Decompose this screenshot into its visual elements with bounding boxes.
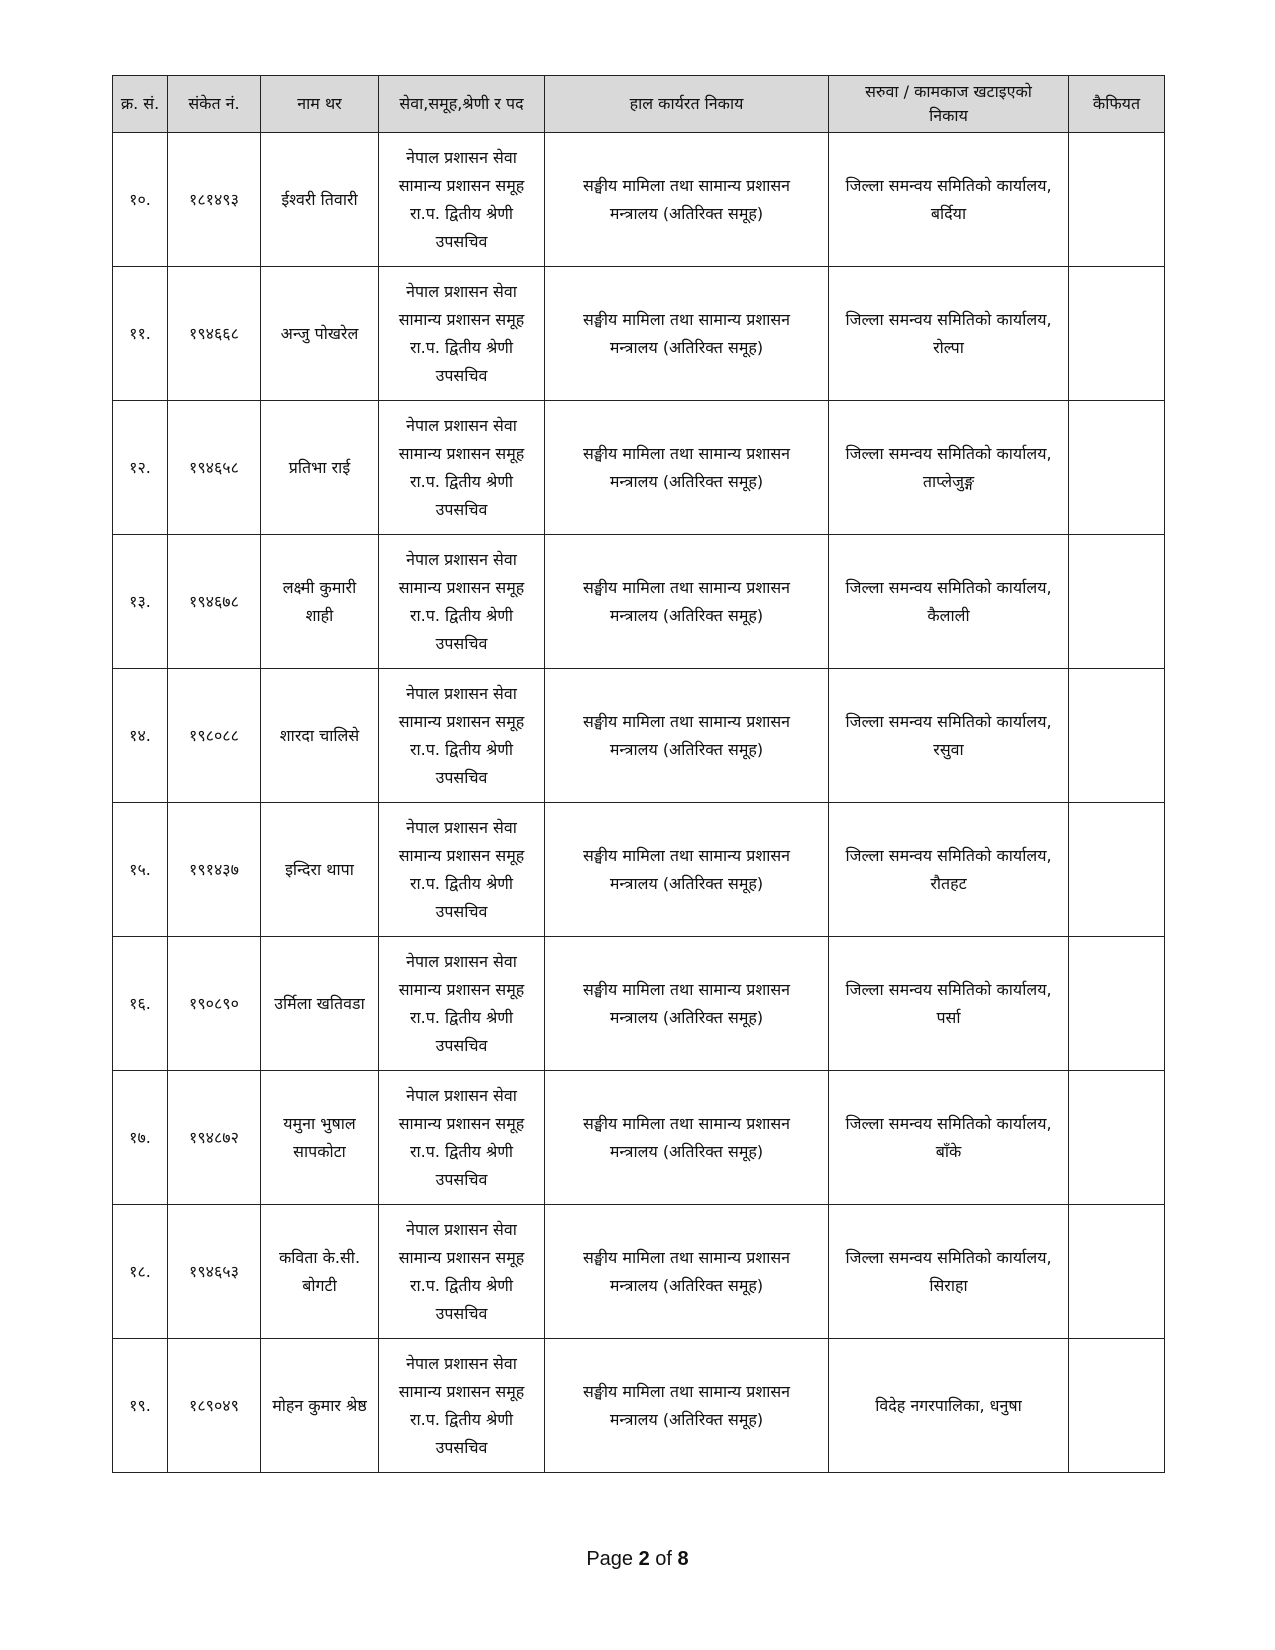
cell-transfer-office	[829, 401, 1069, 535]
cell-transfer-office-line: रोल्पा	[933, 337, 964, 357]
cell-service-line: उपसचिव	[435, 633, 488, 653]
cell-service-line: रा.प. द्वितीय श्रेणी	[409, 337, 514, 357]
cell-remarks	[1069, 803, 1165, 937]
cell-current-office	[545, 669, 829, 803]
cell-transfer-office-line: जिल्ला समन्वय समितिको कार्यालय,	[845, 175, 1052, 195]
cell-code-number: १९४६६८	[168, 267, 261, 401]
cell-transfer-office-line: जिल्ला समन्वय समितिको कार्यालय,	[845, 845, 1052, 865]
cell-current-office-line: मन्त्रालय (अतिरिक्त समूह)	[609, 1409, 764, 1429]
cell-remarks	[1069, 1071, 1165, 1205]
table-row	[113, 1205, 1165, 1339]
cell-service	[379, 1071, 545, 1205]
cell-service-line: सामान्य प्रशासन समूह	[398, 845, 525, 865]
transfer-table	[112, 75, 1165, 1473]
cell-service-line: नेपाल प्रशासन सेवा	[406, 281, 517, 301]
cell-name-line: ईश्वरी तिवारी	[281, 189, 358, 209]
cell-code-number: १८९०४९	[168, 1339, 261, 1473]
cell-transfer-office	[829, 1205, 1069, 1339]
cell-service	[379, 133, 545, 267]
cell-serial-number: १४.	[113, 669, 168, 803]
cell-name	[261, 1071, 379, 1205]
cell-transfer-office	[829, 937, 1069, 1071]
cell-current-office	[545, 401, 829, 535]
cell-current-office-line: मन्त्रालय (अतिरिक्त समूह)	[609, 471, 764, 491]
cell-code-number: १९१४३७	[168, 803, 261, 937]
cell-service-line: उपसचिव	[435, 1035, 488, 1055]
cell-transfer-office-line: जिल्ला समन्वय समितिको कार्यालय,	[845, 443, 1052, 463]
cell-current-office-line: मन्त्रालय (अतिरिक्त समूह)	[609, 203, 764, 223]
cell-service	[379, 267, 545, 401]
cell-current-office	[545, 937, 829, 1071]
cell-transfer-office-line: रसुवा	[933, 739, 964, 759]
cell-name-line: लक्ष्मी कुमारी	[282, 577, 357, 597]
cell-transfer-office	[829, 267, 1069, 401]
cell-serial-number: १६.	[113, 937, 168, 1071]
cell-service-line: रा.प. द्वितीय श्रेणी	[409, 471, 514, 491]
cell-service-line: सामान्य प्रशासन समूह	[398, 309, 525, 329]
cell-transfer-office	[829, 1071, 1069, 1205]
cell-service-line: नेपाल प्रशासन सेवा	[406, 683, 517, 703]
cell-service-line: रा.प. द्वितीय श्रेणी	[409, 739, 514, 759]
cell-transfer-office-line: कैलाली	[927, 605, 970, 625]
cell-name	[261, 133, 379, 267]
cell-service-line: रा.प. द्वितीय श्रेणी	[409, 1409, 514, 1429]
cell-service	[379, 803, 545, 937]
table-row	[113, 1339, 1165, 1473]
cell-remarks	[1069, 937, 1165, 1071]
table-row	[113, 803, 1165, 937]
cell-current-office-line: सङ्घीय मामिला तथा सामान्य प्रशासन	[582, 309, 791, 329]
cell-service-line: सामान्य प्रशासन समूह	[398, 1381, 525, 1401]
cell-transfer-office-line: जिल्ला समन्वय समितिको कार्यालय,	[845, 1247, 1052, 1267]
cell-code-number: १८१४९३	[168, 133, 261, 267]
cell-service	[379, 1205, 545, 1339]
cell-name-line: शारदा चालिसे	[279, 725, 360, 745]
cell-service	[379, 1339, 545, 1473]
cell-current-office	[545, 133, 829, 267]
cell-serial-number: ११.	[113, 267, 168, 401]
cell-remarks	[1069, 1205, 1165, 1339]
cell-serial-number: १८.	[113, 1205, 168, 1339]
cell-service-line: रा.प. द्वितीय श्रेणी	[409, 1007, 514, 1027]
cell-name	[261, 535, 379, 669]
cell-remarks	[1069, 401, 1165, 535]
cell-service	[379, 535, 545, 669]
header-transfer-office-line1: सरुवा / कामकाज खटाइएको	[865, 82, 1032, 101]
cell-name-line: मोहन कुमार श्रेष्ठ	[272, 1395, 367, 1415]
cell-service-line: उपसचिव	[435, 1303, 488, 1323]
cell-remarks	[1069, 1339, 1165, 1473]
cell-name	[261, 803, 379, 937]
header-code-number: संकेत नं.	[168, 76, 261, 133]
table-header-row	[113, 76, 1165, 133]
cell-transfer-office-line: बर्दिया	[930, 203, 967, 223]
cell-current-office-line: मन्त्रालय (अतिरिक्त समूह)	[609, 873, 764, 893]
table-row	[113, 133, 1165, 267]
cell-service-line: उपसचिव	[435, 1437, 488, 1457]
cell-code-number: १९८०८८	[168, 669, 261, 803]
cell-current-office-line: सङ्घीय मामिला तथा सामान्य प्रशासन	[582, 1381, 791, 1401]
cell-name-line: इन्दिरा थापा	[285, 859, 354, 879]
cell-service-line: उपसचिव	[435, 499, 488, 519]
cell-service-line: नेपाल प्रशासन सेवा	[406, 147, 517, 167]
page-word: Page	[586, 1548, 634, 1570]
cell-service-line: सामान्य प्रशासन समूह	[398, 979, 525, 999]
cell-transfer-office	[829, 133, 1069, 267]
cell-transfer-office	[829, 669, 1069, 803]
table-row	[113, 937, 1165, 1071]
cell-current-office-line: सङ्घीय मामिला तथा सामान्य प्रशासन	[582, 979, 791, 999]
cell-name-line: बोगटी	[302, 1275, 337, 1295]
cell-service-line: रा.प. द्वितीय श्रेणी	[409, 605, 514, 625]
cell-service-line: नेपाल प्रशासन सेवा	[406, 951, 517, 971]
of-word: of	[655, 1548, 672, 1570]
cell-service-line: रा.प. द्वितीय श्रेणी	[409, 873, 514, 893]
cell-transfer-office-line: जिल्ला समन्वय समितिको कार्यालय,	[845, 979, 1052, 999]
cell-service-line: सामान्य प्रशासन समूह	[398, 711, 525, 731]
cell-name	[261, 937, 379, 1071]
cell-service-line: नेपाल प्रशासन सेवा	[406, 817, 517, 837]
cell-code-number: १९४६७८	[168, 535, 261, 669]
cell-name	[261, 1339, 379, 1473]
cell-service-line: उपसचिव	[435, 365, 488, 385]
cell-name-line: अन्जु पोखरेल	[280, 323, 359, 343]
cell-transfer-office-line: जिल्ला समन्वय समितिको कार्यालय,	[845, 309, 1052, 329]
cell-name	[261, 669, 379, 803]
cell-name-line: सापकोटा	[293, 1141, 346, 1161]
header-service-group-class-post: सेवा,समूह,श्रेणी र पद	[379, 76, 545, 133]
cell-current-office	[545, 803, 829, 937]
cell-current-office-line: मन्त्रालय (अतिरिक्त समूह)	[609, 605, 764, 625]
cell-service-line: नेपाल प्रशासन सेवा	[406, 415, 517, 435]
cell-remarks	[1069, 133, 1165, 267]
cell-transfer-office	[829, 803, 1069, 937]
cell-transfer-office-line: विदेह नगरपालिका, धनुषा	[875, 1395, 1022, 1415]
cell-service-line: सामान्य प्रशासन समूह	[398, 1247, 525, 1267]
cell-service-line: सामान्य प्रशासन समूह	[398, 577, 525, 597]
cell-code-number: १९०८९०	[168, 937, 261, 1071]
cell-service-line: रा.प. द्वितीय श्रेणी	[409, 1275, 514, 1295]
cell-service-line: उपसचिव	[435, 1169, 488, 1189]
cell-name-line: कविता के.सी.	[278, 1247, 361, 1267]
cell-service-line: सामान्य प्रशासन समूह	[398, 1113, 525, 1133]
cell-remarks	[1069, 669, 1165, 803]
cell-serial-number: १०.	[113, 133, 168, 267]
cell-service-line: उपसचिव	[435, 901, 488, 921]
cell-service	[379, 401, 545, 535]
cell-current-office-line: मन्त्रालय (अतिरिक्त समूह)	[609, 1275, 764, 1295]
page-total-number: 8	[677, 1548, 689, 1570]
table-row	[113, 267, 1165, 401]
cell-name	[261, 1205, 379, 1339]
cell-name	[261, 267, 379, 401]
cell-service-line: नेपाल प्रशासन सेवा	[406, 1353, 517, 1373]
cell-name	[261, 401, 379, 535]
cell-service-line: नेपाल प्रशासन सेवा	[406, 549, 517, 569]
cell-transfer-office-line: बाँके	[935, 1141, 962, 1161]
header-transfer-office	[829, 76, 1069, 133]
cell-service-line: रा.प. द्वितीय श्रेणी	[409, 1141, 514, 1161]
cell-name-line: उर्मिला खतिवडा	[274, 993, 365, 1013]
cell-service-line: रा.प. द्वितीय श्रेणी	[409, 203, 514, 223]
header-current-office: हाल कार्यरत निकाय	[545, 76, 829, 133]
cell-current-office	[545, 1071, 829, 1205]
cell-remarks	[1069, 535, 1165, 669]
cell-serial-number: १२.	[113, 401, 168, 535]
header-transfer-office-line2: निकाय	[929, 106, 968, 125]
cell-service-line: उपसचिव	[435, 767, 488, 787]
page-footer	[0, 1548, 1275, 1571]
cell-service	[379, 937, 545, 1071]
header-name: नाम थर	[261, 76, 379, 133]
page-current-number: 2	[638, 1548, 650, 1570]
cell-current-office-line: मन्त्रालय (अतिरिक्त समूह)	[609, 739, 764, 759]
header-serial-number: क्र. सं.	[113, 76, 168, 133]
table-row	[113, 1071, 1165, 1205]
cell-name-line: प्रतिभा राई	[288, 457, 351, 477]
header-remarks: कैफियत	[1069, 76, 1165, 133]
cell-transfer-office-line: जिल्ला समन्वय समितिको कार्यालय,	[845, 1113, 1052, 1133]
cell-service-line: नेपाल प्रशासन सेवा	[406, 1219, 517, 1239]
cell-code-number: १९४८७२	[168, 1071, 261, 1205]
table-row	[113, 669, 1165, 803]
cell-code-number: १९४६५८	[168, 401, 261, 535]
cell-service-line: सामान्य प्रशासन समूह	[398, 443, 525, 463]
table-row	[113, 535, 1165, 669]
cell-current-office-line: मन्त्रालय (अतिरिक्त समूह)	[609, 1007, 764, 1027]
cell-code-number: १९४६५३	[168, 1205, 261, 1339]
cell-service-line: सामान्य प्रशासन समूह	[398, 175, 525, 195]
cell-transfer-office-line: जिल्ला समन्वय समितिको कार्यालय,	[845, 711, 1052, 731]
cell-current-office-line: सङ्घीय मामिला तथा सामान्य प्रशासन	[582, 577, 791, 597]
cell-current-office-line: सङ्घीय मामिला तथा सामान्य प्रशासन	[582, 845, 791, 865]
cell-service-line: नेपाल प्रशासन सेवा	[406, 1085, 517, 1105]
cell-current-office	[545, 267, 829, 401]
cell-current-office-line: सङ्घीय मामिला तथा सामान्य प्रशासन	[582, 1247, 791, 1267]
cell-service-line: उपसचिव	[435, 231, 488, 251]
cell-current-office-line: सङ्घीय मामिला तथा सामान्य प्रशासन	[582, 443, 791, 463]
cell-current-office-line: मन्त्रालय (अतिरिक्त समूह)	[609, 1141, 764, 1161]
cell-current-office-line: सङ्घीय मामिला तथा सामान्य प्रशासन	[582, 1113, 791, 1133]
cell-current-office-line: सङ्घीय मामिला तथा सामान्य प्रशासन	[582, 711, 791, 731]
cell-transfer-office-line: जिल्ला समन्वय समितिको कार्यालय,	[845, 577, 1052, 597]
cell-name-line: यमुना भुषाल	[283, 1113, 356, 1133]
cell-serial-number: १५.	[113, 803, 168, 937]
cell-name-line: शाही	[305, 605, 334, 625]
cell-service	[379, 669, 545, 803]
table-row	[113, 401, 1165, 535]
cell-transfer-office-line: सिराहा	[929, 1275, 968, 1295]
cell-current-office	[545, 1339, 829, 1473]
cell-transfer-office-line: रौतहट	[930, 873, 967, 893]
cell-transfer-office	[829, 535, 1069, 669]
cell-current-office-line: मन्त्रालय (अतिरिक्त समूह)	[609, 337, 764, 357]
cell-remarks	[1069, 267, 1165, 401]
cell-serial-number: १९.	[113, 1339, 168, 1473]
cell-serial-number: १७.	[113, 1071, 168, 1205]
cell-current-office	[545, 1205, 829, 1339]
cell-current-office	[545, 535, 829, 669]
cell-transfer-office	[829, 1339, 1069, 1473]
cell-serial-number: १३.	[113, 535, 168, 669]
cell-transfer-office-line: पर्सा	[936, 1007, 961, 1027]
cell-current-office-line: सङ्घीय मामिला तथा सामान्य प्रशासन	[582, 175, 791, 195]
cell-transfer-office-line: ताप्लेजुङ्ग	[922, 471, 975, 491]
